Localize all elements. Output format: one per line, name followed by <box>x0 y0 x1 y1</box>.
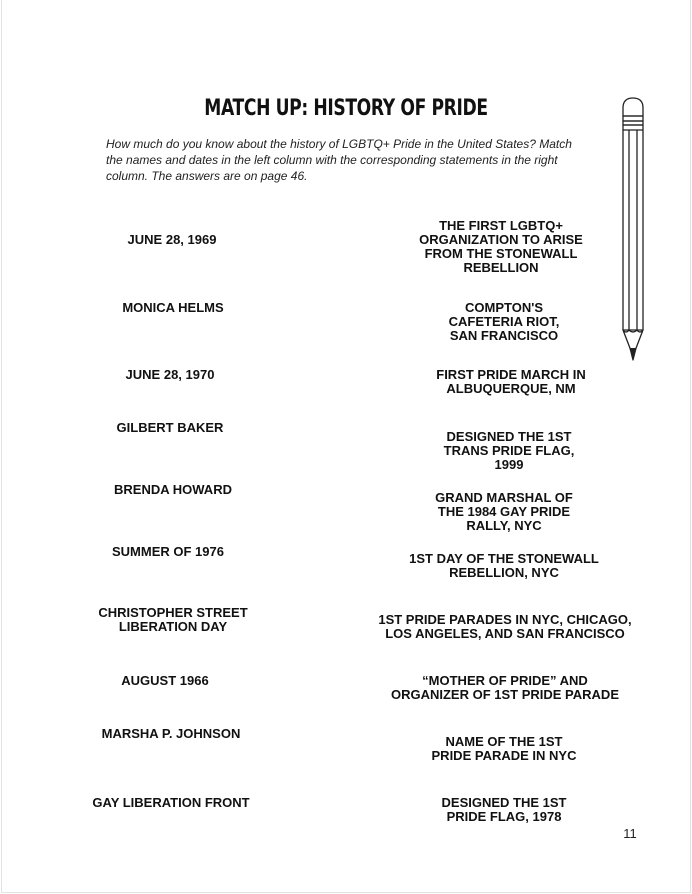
left-item-9: MARSHA P. JOHNSON <box>101 726 241 741</box>
left-item-7: CHRISTOPHER STREET LIBERATION DAY <box>98 605 248 634</box>
left-item-2: MONICA HELMS <box>122 300 224 315</box>
left-item-1: JUNE 28, 1969 <box>127 232 217 247</box>
page-title: MATCH UP: HISTORY OF PRIDE <box>204 96 488 121</box>
right-item-9: NAME OF THE 1ST PRIDE PARADE IN NYC <box>431 734 577 763</box>
right-item-6: 1ST DAY OF THE STONEWALL REBELLION, NYC <box>409 551 599 580</box>
right-item-1: THE FIRST LGBTQ+ ORGANIZATION TO ARISE FROM THE STONEWALL REBELLION <box>419 218 583 275</box>
left-item-8: AUGUST 1966 <box>121 673 209 688</box>
pencil-icon <box>618 94 648 366</box>
right-item-5: GRAND MARSHAL OF THE 1984 GAY PRIDE RALLY, NYC <box>435 490 573 533</box>
left-item-5: BRENDA HOWARD <box>114 482 232 497</box>
left-item-4: GILBERT BAKER <box>116 420 224 435</box>
left-item-6: SUMMER OF 1976 <box>112 544 224 559</box>
instructions: How much do you know about the history of LGBTQ+ Pride in the United States? Match the names and dates in the left column with the corresponding statements in the right column. The answers are on page 46. <box>106 137 572 183</box>
page-number: 11 <box>623 826 637 841</box>
right-item-7: 1ST PRIDE PARADES IN NYC, CHICAGO, LOS ANGELES, AND SAN FRANCISCO <box>378 612 632 641</box>
left-item-10: GAY LIBERATION FRONT <box>92 795 250 810</box>
right-item-10: DESIGNED THE 1ST PRIDE FLAG, 1978 <box>441 795 567 824</box>
right-item-4: DESIGNED THE 1ST TRANS PRIDE FLAG, 1999 <box>443 429 575 472</box>
left-item-3: JUNE 28, 1970 <box>125 367 215 382</box>
right-item-3: FIRST PRIDE MARCH IN ALBUQUERQUE, NM <box>436 367 586 396</box>
right-item-2: COMPTON'S CAFETERIA RIOT, SAN FRANCISCO <box>448 300 560 343</box>
right-item-8: “MOTHER OF PRIDE” AND ORGANIZER OF 1ST PRIDE PARADE <box>390 673 619 702</box>
